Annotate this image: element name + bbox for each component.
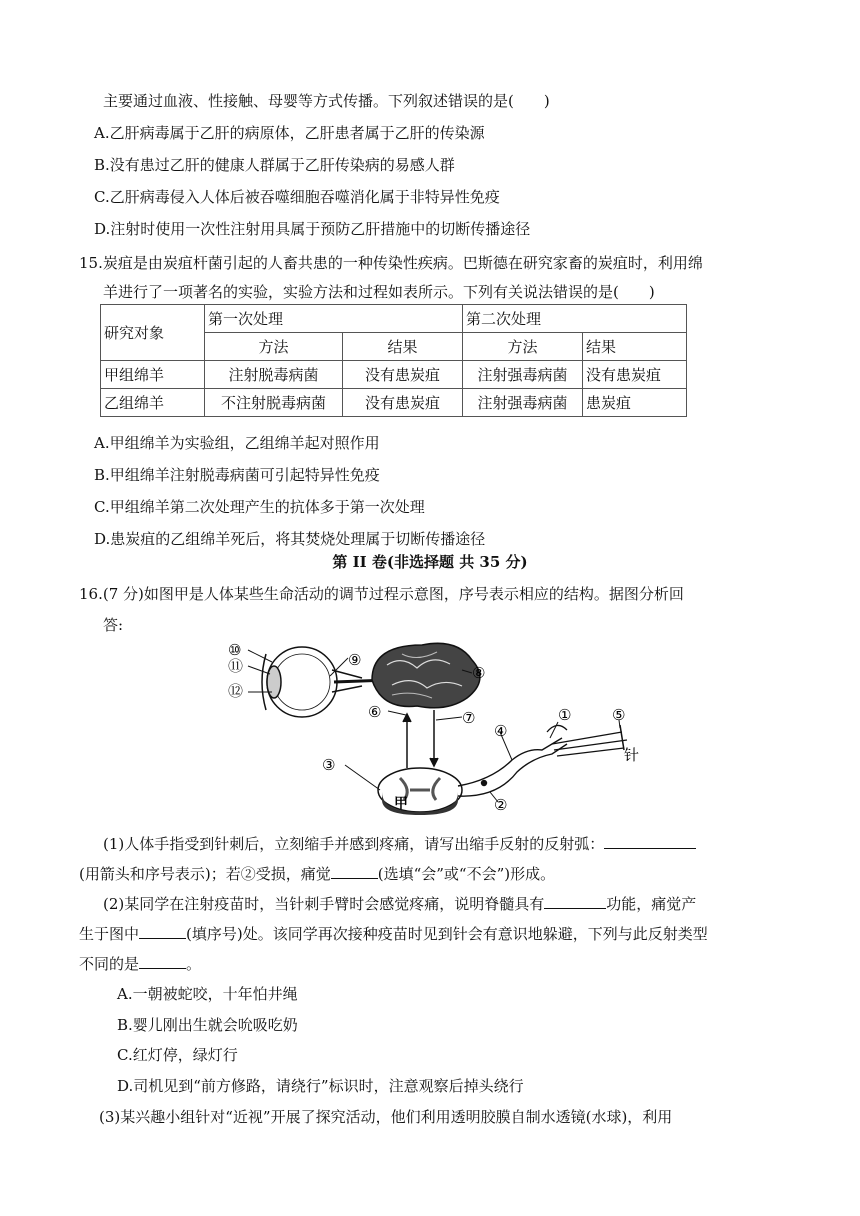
q16-part2-line2 xyxy=(79,922,708,945)
needle-label: 针 xyxy=(624,746,640,764)
table-cell: 注射强毒病菌 xyxy=(463,389,583,417)
label-9: ⑨ xyxy=(348,651,362,669)
q16-part1-line2 xyxy=(79,862,555,885)
q16-option-c: C.红灯停，绿灯行 xyxy=(117,1046,238,1064)
table-header-row xyxy=(101,305,687,333)
label-6: ⑥ xyxy=(368,703,382,721)
label-11: ⑪ xyxy=(228,657,244,675)
label-8: ⑧ xyxy=(472,664,486,682)
answer-blank-pain[interactable] xyxy=(331,862,378,879)
figure-caption: 甲 xyxy=(394,796,408,812)
q16-part2-text-c: 生于图中 xyxy=(79,925,140,943)
q16-part3-line1: (3)某兴趣小组针对“近视”开展了探究活动，他们利用透明胶膜自制水透镜(水球)，利用 xyxy=(99,1108,673,1126)
q16-part2-line1 xyxy=(103,892,696,915)
q16-part2-text-e: 不同的是 xyxy=(79,955,140,973)
table-cell: 没有患炭疽 xyxy=(343,389,463,417)
q16-part1-text-c: (选填“会”或“不会”)形成。 xyxy=(377,865,556,883)
q16-part2-text-b: 功能，痛觉产 xyxy=(606,895,697,913)
table-cell: 注射脱毒病菌 xyxy=(205,361,343,389)
label-4: ④ xyxy=(494,722,508,740)
q16-part1-line1 xyxy=(103,832,696,855)
hand-figure xyxy=(547,725,627,756)
table-cell: 不注射脱毒病菌 xyxy=(205,389,343,417)
label-2: ② xyxy=(494,796,508,814)
q16-option-a: A.一朝被蛇咬，十年怕井绳 xyxy=(117,985,298,1003)
reflex-diagram xyxy=(222,640,662,825)
answer-blank-reflex-arc[interactable] xyxy=(604,832,696,849)
label-3: ③ xyxy=(322,756,336,774)
q14-option-b: B.没有患过乙肝的健康人群属于乙肝传染病的易感人群 xyxy=(94,156,455,174)
q14-option-c: C.乙肝病毒侵入人体后被吞噬细胞吞噬消化属于非特异性免疫 xyxy=(94,188,500,206)
q15-stem-line2: 羊进行了一项著名的实验，实验方法和过程如表所示。下列有关说法错误的是( ) xyxy=(103,283,655,301)
header-first-treatment: 第一次处理 xyxy=(205,305,463,333)
table-cell: 注射强毒病菌 xyxy=(463,361,583,389)
q16-part1-text-b: (用箭头和序号表示)；若②受损，痛觉 xyxy=(79,865,331,883)
label-7: ⑦ xyxy=(462,709,476,727)
header-second-treatment: 第二次处理 xyxy=(463,305,687,333)
q16-option-d: D.司机见到“前方修路，请绕行”标识时，注意观察后掉头绕行 xyxy=(117,1077,524,1095)
q15-stem-line1: 15.炭疽是由炭疽杆菌引起的人畜共患的一种传染性疾病。巴斯德在研究家畜的炭疽时，利用绵 xyxy=(79,254,703,272)
brain-figure xyxy=(372,643,480,707)
label-1: ① xyxy=(558,706,572,724)
q14-option-a: A.乙肝病毒属于乙肝的病原体，乙肝患者属于乙肝的传染源 xyxy=(94,124,485,142)
table-cell: 患炭疽 xyxy=(583,389,687,417)
spinal-cord-figure xyxy=(378,768,462,815)
label-5: ⑤ xyxy=(612,706,626,724)
header-subject: 研究对象 xyxy=(101,305,205,361)
header-result-1: 结果 xyxy=(343,333,463,361)
q14-stem: 主要通过血液、性接触、母婴等方式传播。下列叙述错误的是( ) xyxy=(103,92,550,110)
q16-part2-line3 xyxy=(79,952,201,975)
table-cell: 没有患炭疽 xyxy=(343,361,463,389)
answer-blank-reflex-type[interactable] xyxy=(139,952,186,969)
q16-stem-line2: 答: xyxy=(103,616,124,634)
table-cell: 甲组绵羊 xyxy=(101,361,205,389)
answer-blank-location[interactable] xyxy=(139,922,186,939)
q16-part2-text-d: (填序号)处。该同学再次接种疫苗时见到针会有意识地躲避，下列与此反射类型 xyxy=(186,925,708,943)
table-cell: 没有患炭疽 xyxy=(583,361,687,389)
label-12: ⑫ xyxy=(228,682,244,700)
q16-part2-text-f: 。 xyxy=(186,955,202,973)
spinal-tracts xyxy=(403,710,438,768)
q16-part2-text-a: (2)某同学在注射疫苗时，当针刺手臂时会感觉疼痛，说明脊髓具有 xyxy=(103,895,545,913)
q15-option-a: A.甲组绵羊为实验组，乙组绵羊起对照作用 xyxy=(94,434,380,452)
q14-option-d: D.注射时使用一次性注射用具属于预防乙肝措施中的切断传播途径 xyxy=(94,220,531,238)
label-10: ⑩ xyxy=(228,641,242,659)
table-row xyxy=(101,361,687,389)
header-method-1: 方法 xyxy=(205,333,343,361)
nerve-pathways xyxy=(458,738,567,796)
table-row xyxy=(101,389,687,417)
q15-option-d: D.患炭疽的乙组绵羊死后，将其焚烧处理属于切断传播途径 xyxy=(94,530,486,548)
q16-option-b: B.婴儿刚出生就会吮吸吃奶 xyxy=(117,1016,298,1034)
q16-part1-text-a: (1)人体手指受到针刺后，立刻缩手并感到疼痛，请写出缩手反射的反射弧： xyxy=(103,835,605,853)
experiment-table xyxy=(100,304,687,417)
header-method-2: 方法 xyxy=(463,333,583,361)
q15-option-b: B.甲组绵羊注射脱毒病菌可引起特异性免疫 xyxy=(94,466,380,484)
q15-option-c: C.甲组绵羊第二次处理产生的抗体多于第一次处理 xyxy=(94,498,425,516)
table-cell: 乙组绵羊 xyxy=(101,389,205,417)
q16-stem-line1: 16.(7 分)如图甲是人体某些生命活动的调节过程示意图，序号表示相应的结构。据图分析回 xyxy=(79,585,684,603)
section-title: 第 II 卷(非选择题 共 35 分) xyxy=(332,553,528,571)
answer-blank-function[interactable] xyxy=(544,892,606,909)
header-result-2: 结果 xyxy=(583,333,687,361)
